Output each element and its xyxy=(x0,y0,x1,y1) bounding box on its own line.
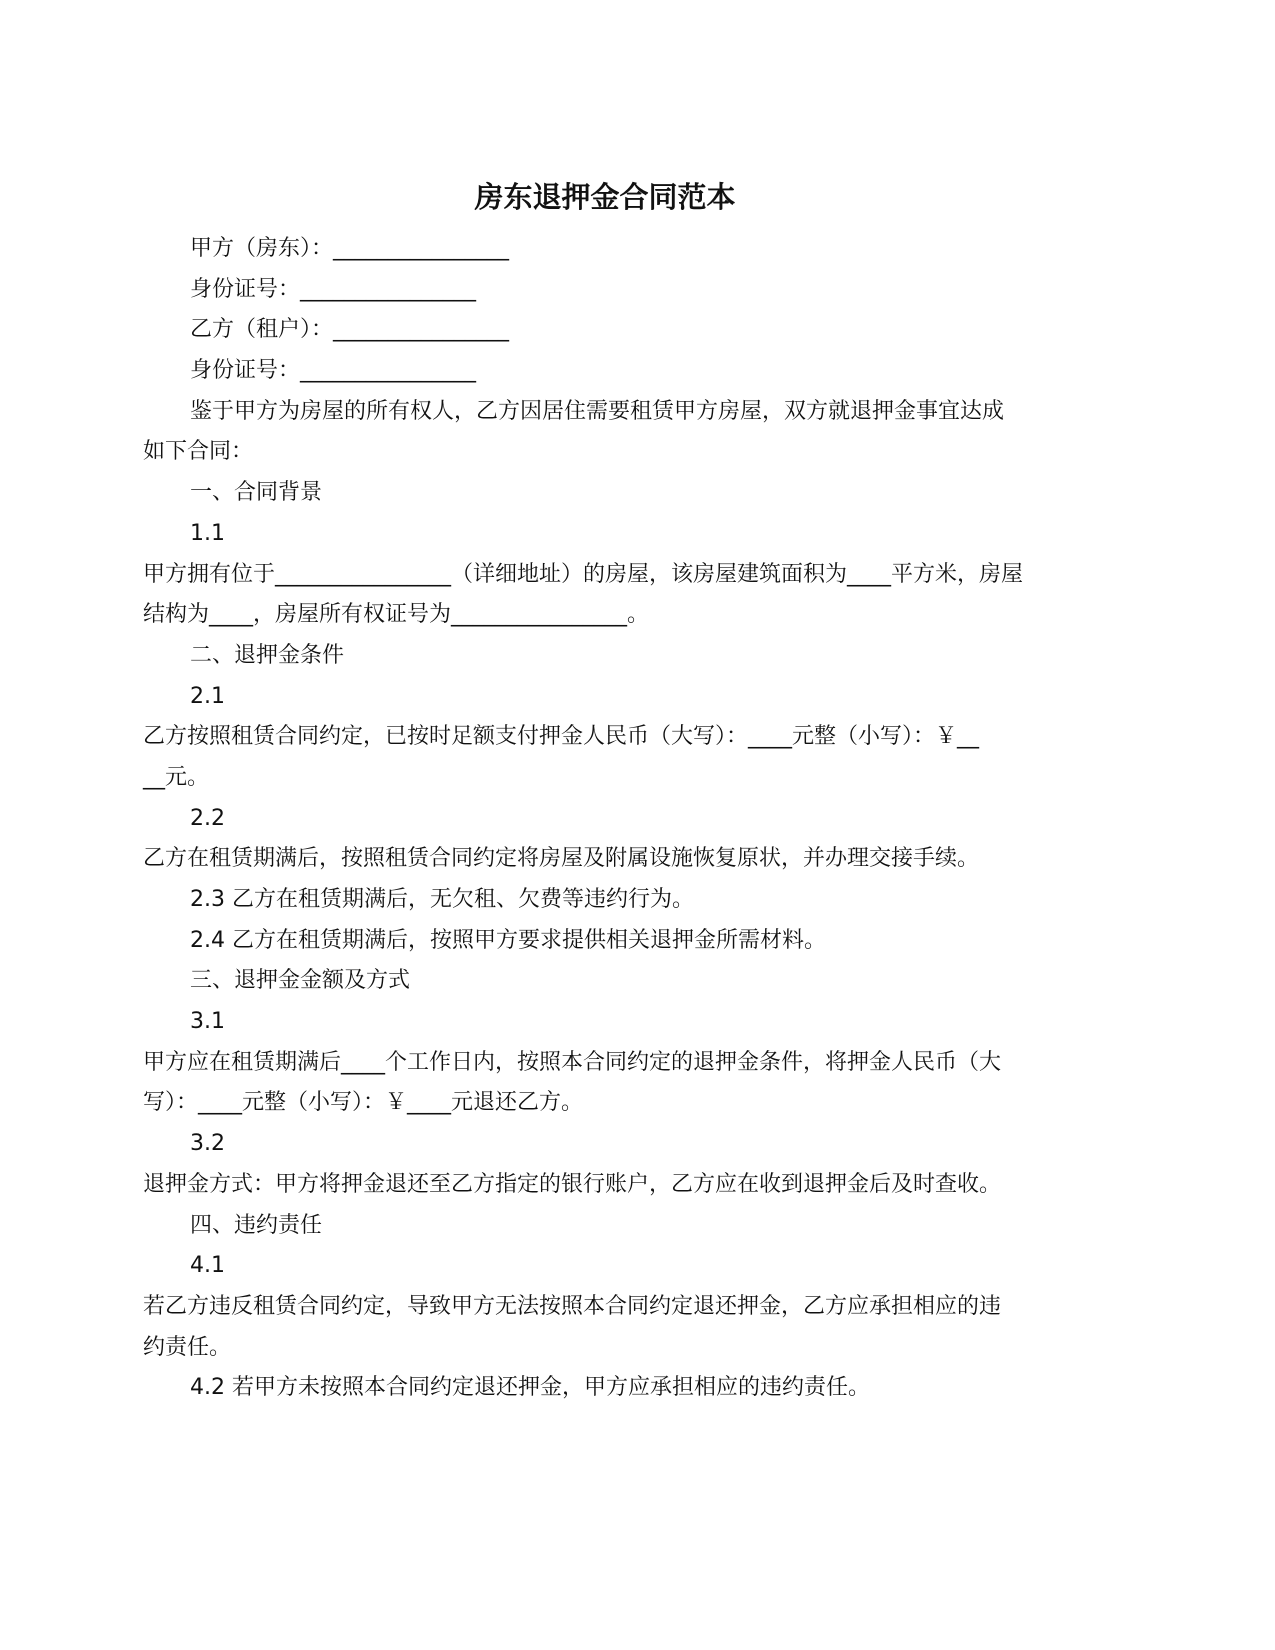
text-line: 若乙方违反租赁合同约定，导致甲方无法按照本合同约定退还押金，乙方应承担相应的违 xyxy=(143,1293,1002,1319)
text-line: 2.1 xyxy=(190,683,225,709)
document-body xyxy=(143,229,1083,1409)
text-line: 退押金方式：甲方将押金退还至乙方指定的银行账户，乙方应在收到退押金后及时查收。 xyxy=(143,1171,1002,1197)
text-line: 身份证号：________________ xyxy=(190,358,477,384)
text-line: 3.2 xyxy=(190,1131,225,1157)
text-line: 乙方按照租赁合同约定，已按时足额支付押金人民币（大写）：____元整（小写）：￥__ xyxy=(143,724,980,750)
text-line: 甲方应在租赁期满后____个工作日内，按照本合同约定的退押金条件，将押金人民币（大 xyxy=(143,1049,1002,1075)
text-line: 2.3 乙方在租赁期满后，无欠租、欠费等违约行为。 xyxy=(190,887,694,912)
text-line: 2.2 xyxy=(190,805,225,831)
document-title: 房东退押金合同范本 xyxy=(474,180,736,214)
text-line: 乙方在租赁期满后，按照租赁合同约定将房屋及附属设施恢复原状，并办理交接手续。 xyxy=(143,846,980,872)
text-line: 写）：____元整（小写）：￥____元退还乙方。 xyxy=(143,1090,584,1116)
text-line: 甲方（房东）：________________ xyxy=(190,236,510,261)
text-line: 3.1 xyxy=(190,1009,225,1035)
text-line: 二、退押金条件 xyxy=(190,642,345,668)
text-line: 身份证号：________________ xyxy=(190,276,477,302)
text-line: __元。 xyxy=(143,764,210,790)
text-line: 4.1 xyxy=(190,1253,225,1279)
text-line: 约责任。 xyxy=(143,1334,232,1360)
text-line: 2.4 乙方在租赁期满后，按照甲方要求提供相关退押金所需材料。 xyxy=(190,927,826,953)
text-line: 三、退押金金额及方式 xyxy=(190,968,411,994)
text-line: 一、合同背景 xyxy=(190,480,323,506)
text-line: 甲方拥有位于________________（详细地址）的房屋，该房屋建筑面积为____平方米，房屋 xyxy=(143,561,1024,587)
text-line: 1.1 xyxy=(190,520,225,546)
text-line: 乙方（租户）：________________ xyxy=(190,317,510,343)
text-line: 四、违约责任 xyxy=(190,1212,323,1238)
text-line: 4.2 若甲方未按照本合同约定退还押金，甲方应承担相应的违约责任。 xyxy=(190,1375,870,1401)
text-line: 如下合同： xyxy=(143,439,254,465)
text-line: 鉴于甲方为房屋的所有权人，乙方因居住需要租赁甲方房屋，双方就退押金事宜达成 xyxy=(190,398,1005,424)
text-line: 结构为____，房屋所有权证号为________________。 xyxy=(143,602,650,628)
